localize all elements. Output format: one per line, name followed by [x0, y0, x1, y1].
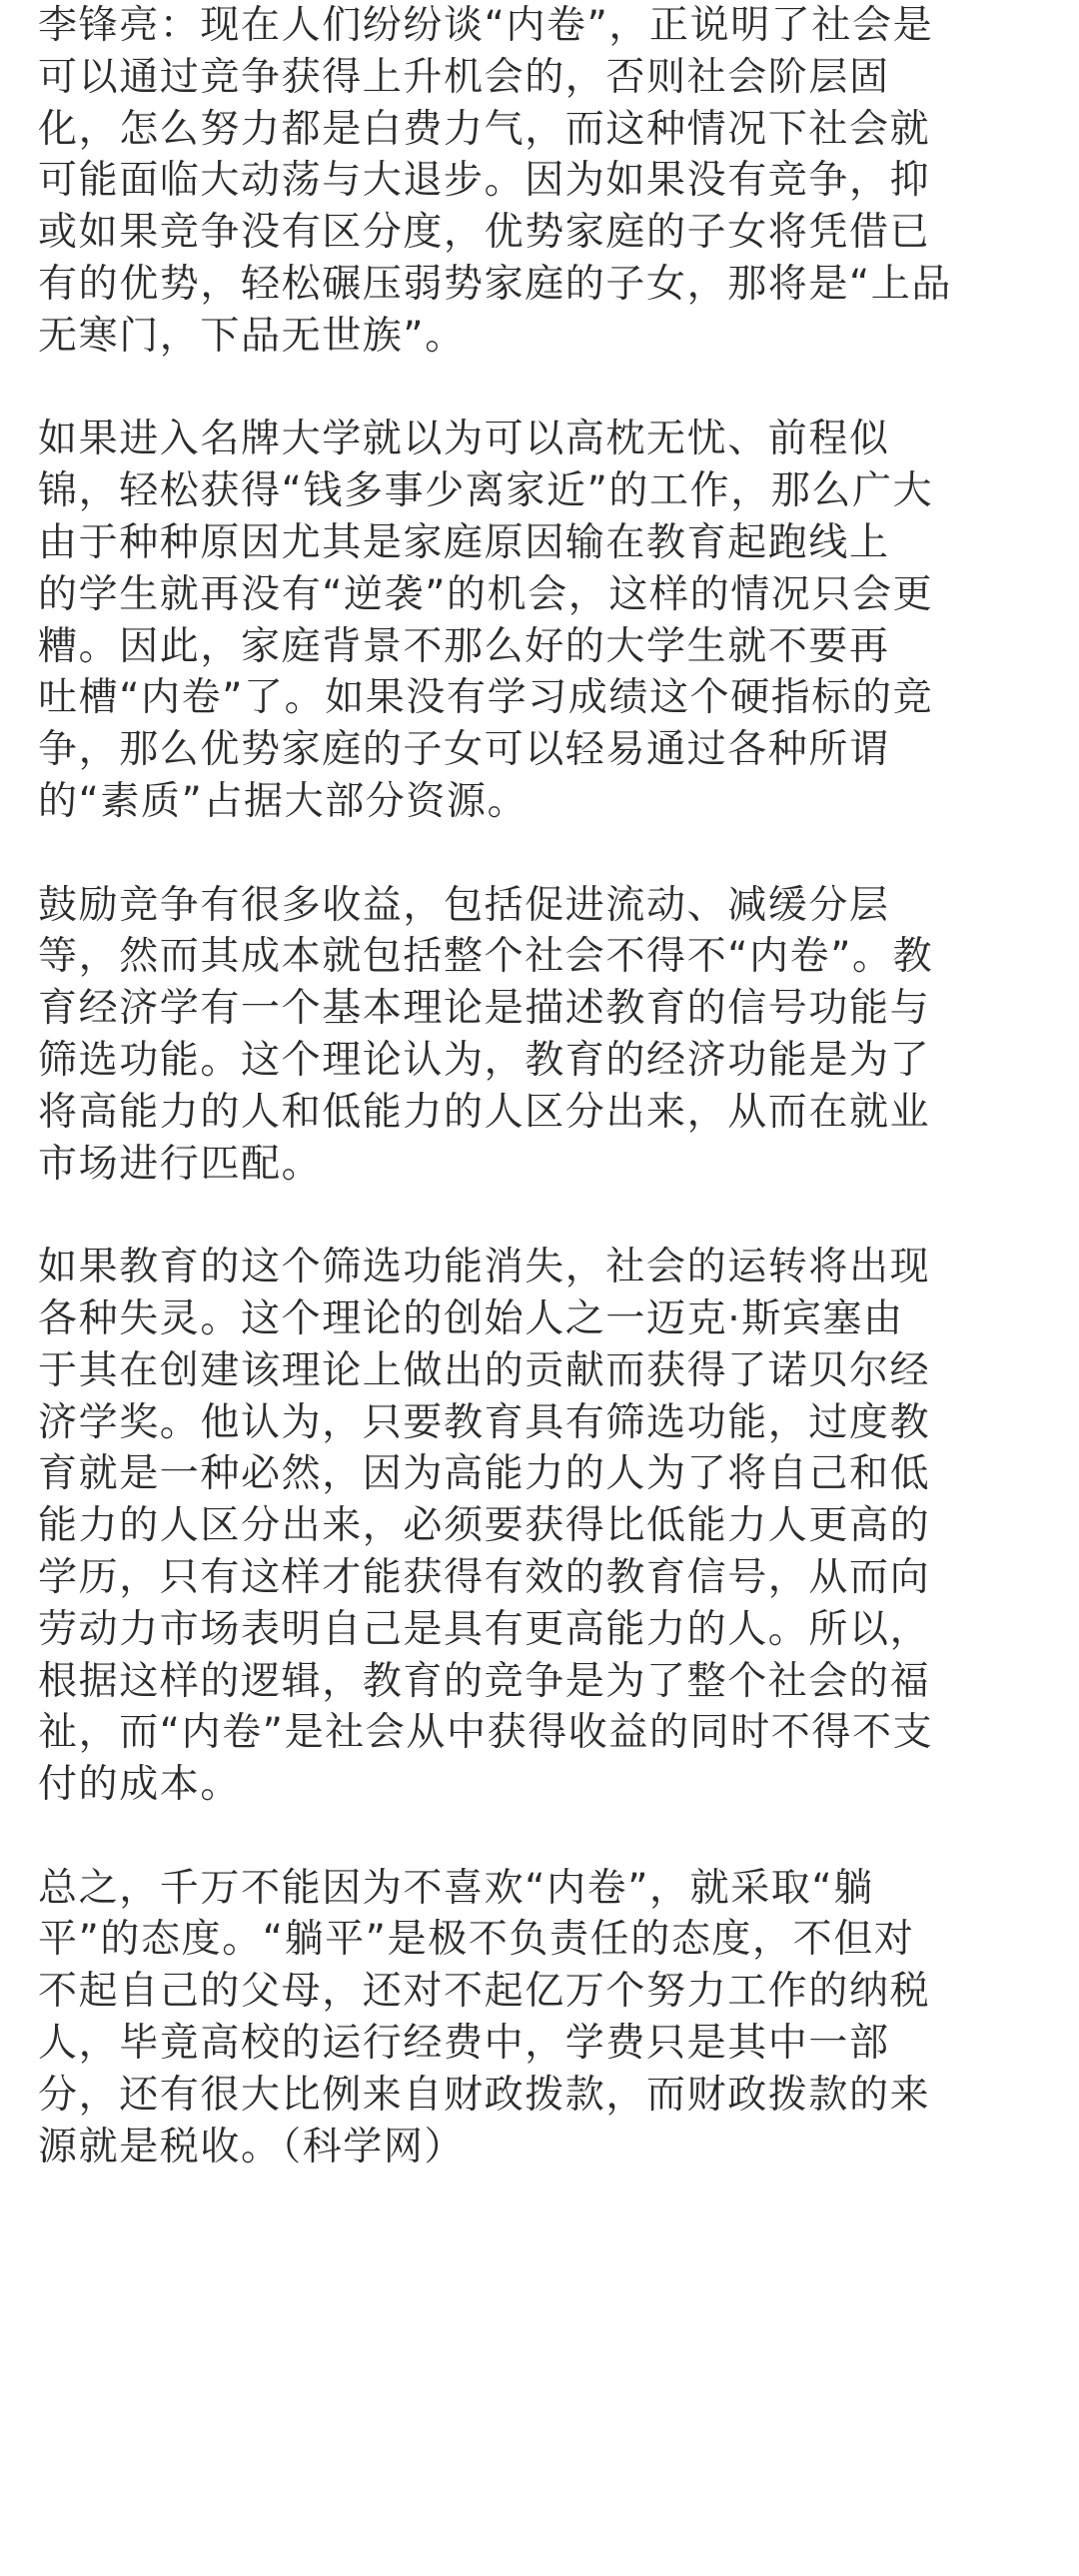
paragraph-1	[38, 0, 1047, 363]
text-line: 将高能力的人和低能力的人区分出来，从而在就业	[38, 1089, 931, 1135]
text-line: 学历，只有这样才能获得有效的教育信号，从而向	[38, 1554, 931, 1600]
text-line: 不起自己的父母，还对不起亿万个努力工作的纳税	[38, 1969, 931, 2015]
text-line: 的学生就再没有“逆袭”的机会，这样的情况只会更	[38, 571, 934, 617]
text-line: 分，还有很大比例来自财政拨款，而财政拨款的来	[38, 2072, 931, 2118]
text-line: 李锋亮：现在人们纷纷谈“内卷”，正说明了社会是	[38, 3, 934, 48]
paragraph-3	[38, 880, 1047, 1191]
text-line: 化，怎么努力都是白费力气，而这种情况下社会就	[38, 106, 931, 152]
paragraph-gap	[38, 1811, 1047, 1863]
text-line: 可以通过竞争获得上升机会的，否则社会阶层固	[38, 54, 890, 100]
text-line: 根据这样的逻辑，教育的竞争是为了整个社会的福	[38, 1658, 931, 1704]
text-line: 如果教育的这个筛选功能消失，社会的运转将出现	[38, 1245, 931, 1290]
paragraph-5	[38, 1863, 1047, 2173]
paragraph-gap	[38, 363, 1047, 415]
text-line: 可能面临大动荡与大退步。因为如果没有竞争，抑	[38, 158, 931, 204]
text-line: 或如果竞争没有区分度，优势家庭的子女将凭借已	[38, 210, 931, 256]
text-line: 源就是税收。（科学网）	[38, 2124, 466, 2169]
text-line: 无寒门，下品无世族”。	[38, 313, 466, 359]
text-line: 锦，轻松获得“钱多事少离家近”的工作，那么广大	[38, 468, 934, 514]
paragraph-gap	[38, 1190, 1047, 1242]
text-line: 于其在创建该理论上做出的贡献而获得了诺贝尔经	[38, 1347, 931, 1393]
text-line: 育就是一种必然，因为高能力的人为了将自己和低	[38, 1451, 931, 1497]
text-line: 筛选功能。这个理论认为，教育的经济功能是为了	[38, 1037, 931, 1083]
text-line: 的“素质”占据大部分资源。	[38, 778, 529, 824]
text-line: 平”的态度。“躺平”是极不负责任的态度，不但对	[38, 1917, 915, 1963]
text-line: 各种失灵。这个理论的创始人之一迈克·斯宾塞由	[38, 1295, 904, 1341]
text-line: 付的成本。	[38, 1762, 242, 1808]
text-line: 等，然而其成本就包括整个社会不得不“内卷”。教	[38, 934, 934, 980]
text-line: 吐槽“内卷”了。如果没有学习成绩这个硬指标的竞	[38, 675, 934, 721]
text-line: 能力的人区分出来，必须要获得比低能力人更高的	[38, 1503, 931, 1549]
text-line: 市场进行匹配。	[38, 1141, 323, 1187]
text-line: 人，毕竟高校的运行经费中，学费只是其中一部	[38, 2021, 890, 2067]
text-line: 由于种种原因尤其是家庭原因输在教育起跑线上	[38, 519, 890, 565]
text-line: 如果进入名牌大学就以为可以高枕无忧、前程似	[38, 417, 890, 462]
text-line: 鼓励竞争有很多收益，包括促进流动、减缓分层	[38, 882, 890, 928]
text-line: 总之，千万不能因为不喜欢“内卷”，就采取“躺	[38, 1865, 874, 1911]
text-line: 劳动力市场表明自己是具有更高能力的人。所以，	[38, 1606, 931, 1652]
paragraph-4	[38, 1242, 1047, 1811]
paragraph-gap	[38, 828, 1047, 880]
text-line: 育经济学有一个基本理论是描述教育的信号功能与	[38, 986, 931, 1032]
text-line: 济学奖。他认为，只要教育具有筛选功能，过度教	[38, 1399, 931, 1445]
article-body	[38, 0, 1047, 2172]
text-line: 祉，而“内卷”是社会从中获得收益的同时不得不支	[38, 1710, 934, 1756]
paragraph-2	[38, 414, 1047, 827]
text-line: 糟。因此，家庭背景不那么好的大学生就不要再	[38, 623, 890, 669]
text-line: 争，那么优势家庭的子女可以轻易通过各种所谓	[38, 727, 890, 773]
text-line: 有的优势，轻松碾压弱势家庭的子女，那将是“上品	[38, 261, 953, 307]
